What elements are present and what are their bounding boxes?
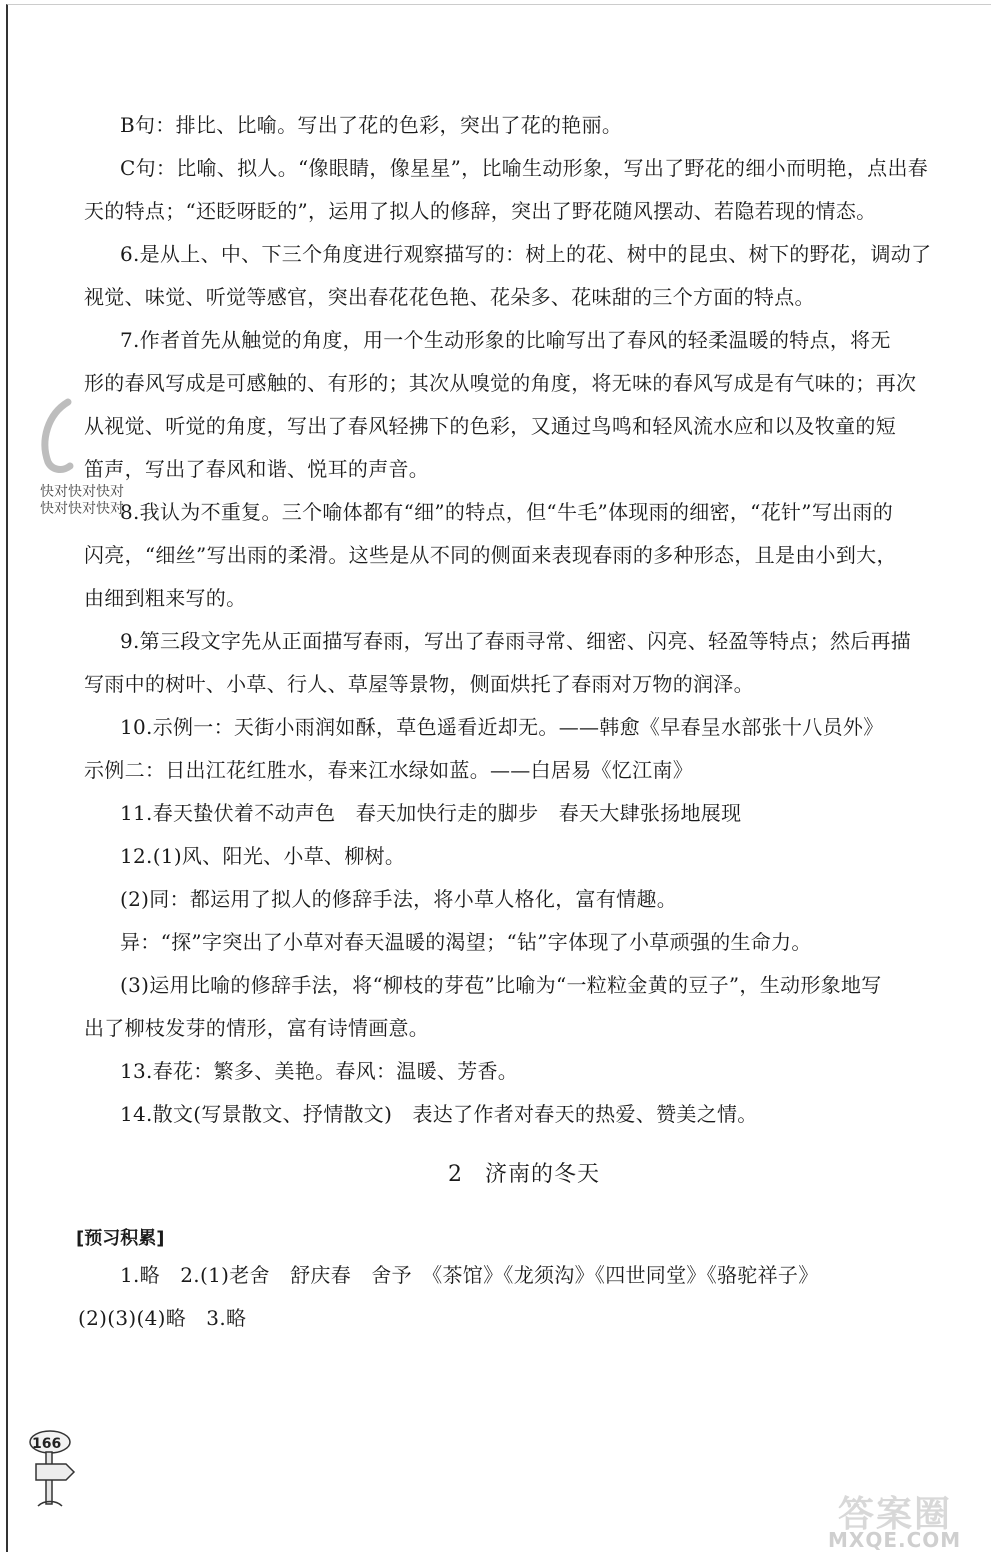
watermark-logo: 答案圈 bbox=[838, 1494, 953, 1535]
heading-number: 2 bbox=[447, 1162, 463, 1187]
text-line: 笛声，写出了春风和谐、悦耳的声音。 bbox=[84, 457, 430, 481]
preview-answer-line-1: 1.略 2.(1)老舍 舒庆春 舍予 《茶馆》《龙须沟》《四世同堂》《骆驼祥子》 bbox=[120, 1263, 819, 1287]
answer-14: 14.散文(写景散文、抒情散文) 表达了作者对春天的热爱、赞美之情。 bbox=[120, 1102, 758, 1126]
answer-c-sentence bbox=[84, 155, 964, 224]
answer-11: 11.春天蛰伏着不动声色 春天加快行走的脚步 春天大肆张扬地展现 bbox=[120, 801, 742, 825]
answer-10-example-2: 示例二：日出江花红胜水，春来江水绿如蓝。——白居易《忆江南》 bbox=[84, 758, 693, 782]
text-line: 9.第三段文字先从正面描写春雨，写出了春雨寻常、细密、闪亮、轻盈等特点；然后再描 bbox=[120, 629, 912, 653]
answer-8 bbox=[84, 499, 964, 611]
text-line: 8.我认为不重复。三个喻体都有“细”的特点，但“牛毛”体现雨的细密，“花针”写出雨的 bbox=[120, 500, 894, 524]
text-line: 闪亮，“细丝”写出雨的柔滑。这些是从不同的侧面来表现春雨的多种形态，且是由小到大， bbox=[84, 543, 897, 567]
preview-section-label: [预习积累] bbox=[76, 1228, 165, 1249]
watermark-url: MXQE.COM bbox=[828, 1528, 962, 1552]
watermark-c-icon bbox=[38, 396, 78, 476]
text-line: 7.作者首先从触觉的角度，用一个生动形象的比喻写出了春风的轻柔温暖的特点，将无 bbox=[120, 328, 891, 352]
answer-12-2-same: (2)同：都运用了拟人的修辞手法，将小草人格化，富有情趣。 bbox=[120, 887, 678, 911]
section-heading bbox=[84, 1157, 964, 1188]
answer-10-example-1: 10.示例一：天街小雨润如酥，草色遥看近却无。——韩愈《早春呈水部张十八员外》 bbox=[120, 715, 884, 739]
text-line: 视觉、味觉、听觉等感官，突出春花花色艳、花朵多、花味甜的三个方面的特点。 bbox=[84, 285, 815, 309]
text-line: 出了柳枝发芽的情形，富有诗情画意。 bbox=[84, 1016, 430, 1040]
watermark-text-line: 快对快对快对 bbox=[40, 501, 124, 517]
answer-6 bbox=[84, 241, 964, 310]
text-line: 天的特点；“还眨呀眨的”，运用了拟人的修辞，突出了野花随风摆动、若隐若现的情态。 bbox=[84, 199, 877, 223]
text-line: 写雨中的树叶、小草、行人、草屋等景物，侧面烘托了春雨对万物的润泽。 bbox=[84, 672, 754, 696]
heading-title: 济南的冬天 bbox=[484, 1162, 600, 1187]
answer-b-sentence: B句：排比、比喻。写出了花的色彩，突出了花的艳丽。 bbox=[120, 113, 623, 137]
answer-12-3 bbox=[84, 972, 964, 1041]
watermark-left-text bbox=[40, 484, 124, 518]
answer-7 bbox=[84, 327, 964, 482]
text-line: 从视觉、听觉的角度，写出了春风轻拂下的色彩，又通过鸟鸣和轻风流水应和以及牧童的短 bbox=[84, 414, 896, 438]
text-line: (3)运用比喻的修辞手法，将“柳枝的芽苞”比喻为“一粒粒金黄的豆子”，生动形象地写 bbox=[120, 973, 882, 997]
text-line: 由细到粗来写的。 bbox=[84, 586, 247, 610]
page-number-sign bbox=[28, 1430, 80, 1512]
preview-answer-line-2: (2)(3)(4)略 3.略 bbox=[78, 1306, 247, 1330]
watermark-text-line: 快对快对快对 bbox=[40, 484, 124, 500]
answer-9 bbox=[84, 628, 964, 697]
answer-12-2-diff: 异：“探”字突出了小草对春天温暖的渴望；“钻”字体现了小草顽强的生命力。 bbox=[120, 930, 812, 954]
answer-13: 13.春花：繁多、美艳。春风：温暖、芳香。 bbox=[120, 1059, 519, 1083]
answer-12-1: 12.(1)风、阳光、小草、柳树。 bbox=[120, 844, 406, 868]
text-line: 形的春风写成是可感触的、有形的；其次从嗅觉的角度，将无味的春风写成是有气味的；再次 bbox=[84, 371, 917, 395]
text-line: C句：比喻、拟人。“像眼睛，像星星”，比喻生动形象，写出了野花的细小而明艳，点出春 bbox=[120, 156, 929, 180]
page-number: 166 bbox=[32, 1436, 62, 1452]
text-line: 6.是从上、中、下三个角度进行观察描写的：树上的花、树中的昆虫、树下的野花，调动了 bbox=[120, 242, 932, 266]
